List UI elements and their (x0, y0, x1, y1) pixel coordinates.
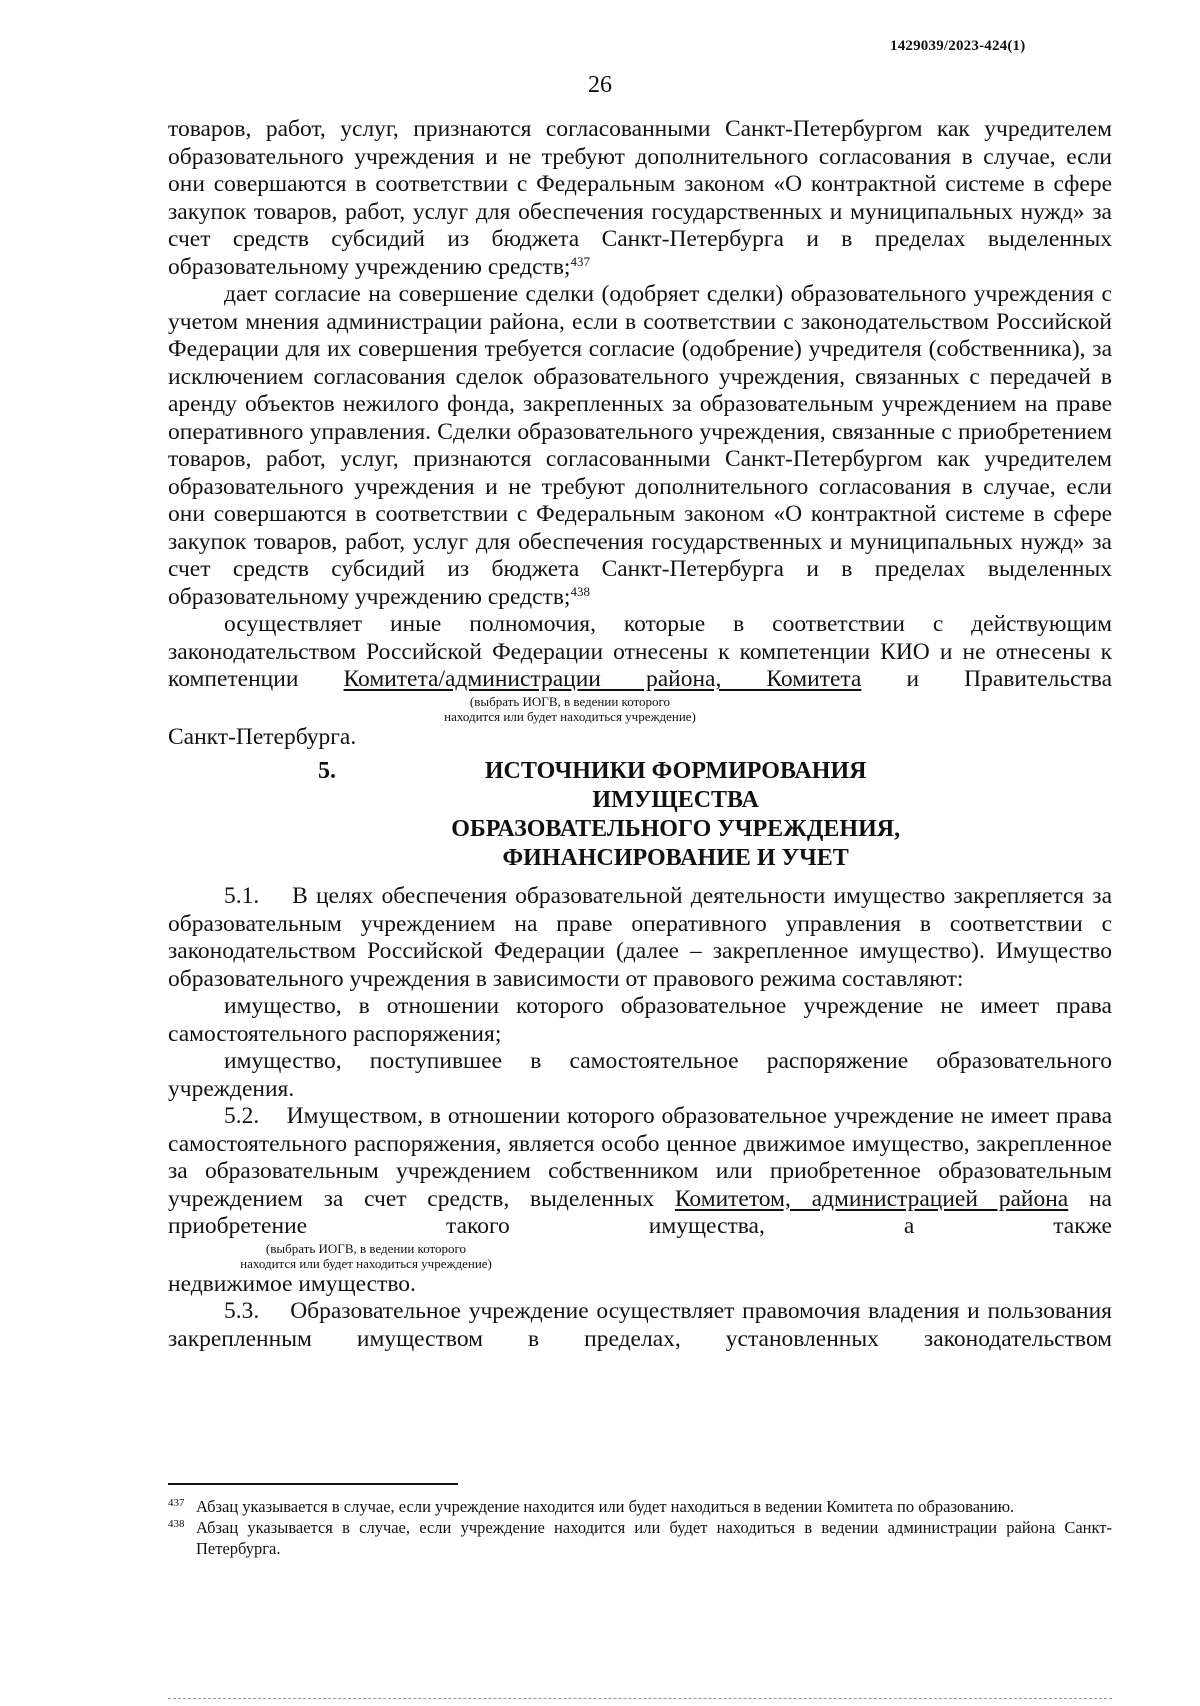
clause-number: 5.2. (224, 1103, 260, 1129)
authority-hint (196, 1241, 536, 1271)
clause-number: 5.1. (224, 883, 260, 909)
footnote-ref: 438 (570, 583, 590, 599)
paragraph-text: дает согласие на совершение сделки (одобряет сделки) образовательного учреждения с учетом мнения администрации района, если в соответствии с законодательством Российской Федерации для их совершения требуется согласие (одобрение) учредителя (собственника), за исключением согласования сделок образовательного учреждения, связанных с передачей в аренду объектов нежилого фонда, закрепленных за образовательным учреждением на праве оперативного управления. Сделки образовательного учреждения, связанные с приобретением товаров, работ, услуг, признаются согласованными Санкт-Петербургом как учредителем образовательного учреждения и не требуют дополнительного согласования в случае, если они совершаются в соответствии с Федеральным законом «О контрактной системе в сфере закупок товаров, работ, услуг для обеспечения государственных и муниципальных нужд» за счет средств субсидий из бюджета Санкт-Петербурга и в пределах выделенных образовательному учреждению средств; (168, 281, 1112, 610)
clause-text: Образовательное учреждение осуществляет правомочия владения и пользования закрепленным имуществом в пределах, установленных законодательством (168, 1298, 1112, 1352)
footnote: $^{437}$ Абзац указывается в случае, если учреждение находится или будет находиться в ведении Комитета по образованию. (168, 1497, 1015, 1516)
paragraph-consent (168, 281, 1112, 611)
list-item: имущество, в отношении которого образовательное учреждение не имеет права самостоятельного распоряжения; (168, 993, 1112, 1047)
clause-5-2 (168, 1103, 1112, 1241)
section-title-line: ИСТОЧНИКИ ФОРМИРОВАНИЯ ИМУЩЕСТВА (484, 758, 867, 813)
page-number: 26 (588, 72, 612, 98)
paragraph-tail: на приобретение такого имущества, а также (168, 1185, 1112, 1239)
footnotes (168, 1496, 1112, 1559)
list-item: имущество, поступившее в самостоятельное распоряжение образовательного учреждения. (168, 1048, 1112, 1102)
section-heading (168, 757, 1112, 873)
paragraph-text: товаров, работ, услуг, признаются согласованными Санкт-Петербургом как учредителем образовательного учреждения и не требуют дополнительного согласования в случае, если они совершаются в соответствии с Федеральным законом «О контрактной системе в сфере закупок товаров, работ, услуг для обеспечения государственных и муниципальных нужд» за счет средств субсидий из бюджета Санкт-Петербурга и в пределах выделенных образовательному учреждению средств; (168, 116, 1112, 280)
clause-text: В целях обеспечения образовательной деятельности имущество закрепляется за образовательным учреждением на праве оперативного управления в соответствии с законодательством Российской Федерации (далее – закрепленное имущество). Имущество образовательного учреждения в зависимости от правового режима составляют: (168, 883, 1113, 992)
paragraph-tail: и Правительства (906, 666, 1113, 692)
document-body (168, 116, 1112, 1353)
section-title (409, 757, 942, 873)
underlined-authority: Комитетом, администрацией района (674, 1185, 1069, 1212)
paragraph-continuation (168, 116, 1112, 281)
footnote-text: Абзац указывается в случае, если учреждение находится или будет находиться в ведении администрации района Санкт-Петербурга. (196, 1518, 1112, 1558)
footnote-ref: 437 (570, 253, 590, 269)
paragraph-other-powers (168, 611, 1112, 694)
footnote-text: Абзац указывается в случае, если учреждение находится или будет находиться в ведении Комитета по образованию. (196, 1497, 1015, 1516)
section-title-line: ФИНАНСИРОВАНИЕ И УЧЕТ (502, 845, 849, 871)
document-id: 1429039/2023-424(1) (890, 38, 1026, 54)
clause-number: 5.3. (224, 1298, 260, 1324)
hint-line: находится или будет находиться учреждение) (240, 1255, 492, 1271)
footnote: $^{438}$ Абзац указывается в случае, если учреждение находится или будет находиться в ведении администрации района Санкт-Петербурга. (168, 1518, 1112, 1558)
hint-line: находится или будет находиться учреждение) (444, 708, 696, 724)
paragraph-end: недвижимое имущество. (168, 1270, 416, 1297)
section-number: 5. (318, 758, 336, 784)
hint-line: (выбрать ИОГВ, в ведении которого (265, 1240, 467, 1256)
paragraph-end: Санкт-Петербурга. (168, 723, 357, 750)
clause-5-1 (168, 883, 1112, 993)
hint-line: (выбрать ИОГВ, в ведении которого (469, 693, 671, 709)
clause-5-3 (168, 1298, 1112, 1353)
underlined-authority: Комитета/администрации района, Комитета (343, 666, 862, 692)
section-title-line: ОБРАЗОВАТЕЛЬНОГО УЧРЕЖДЕНИЯ, (451, 816, 901, 842)
scan-edge-line (168, 1698, 1112, 1699)
clause-text: Имуществом, в отношении которого образовательное учреждение не имеет права самостоятельного распоряжения, является особо ценное движимое имущество, закрепленное за образовательным учреждением собственником или приобретенное образовательным учреждением за счет средств, выделенных (168, 1103, 1113, 1212)
footnote-separator (168, 1483, 458, 1485)
paragraph-text: осуществляет иные полномочия, которые в соответствии с действующим законодательством Российской Федерации отнесены к компетенции КИО и не отнесены к компетенции (168, 611, 1112, 692)
authority-hint (400, 694, 740, 724)
